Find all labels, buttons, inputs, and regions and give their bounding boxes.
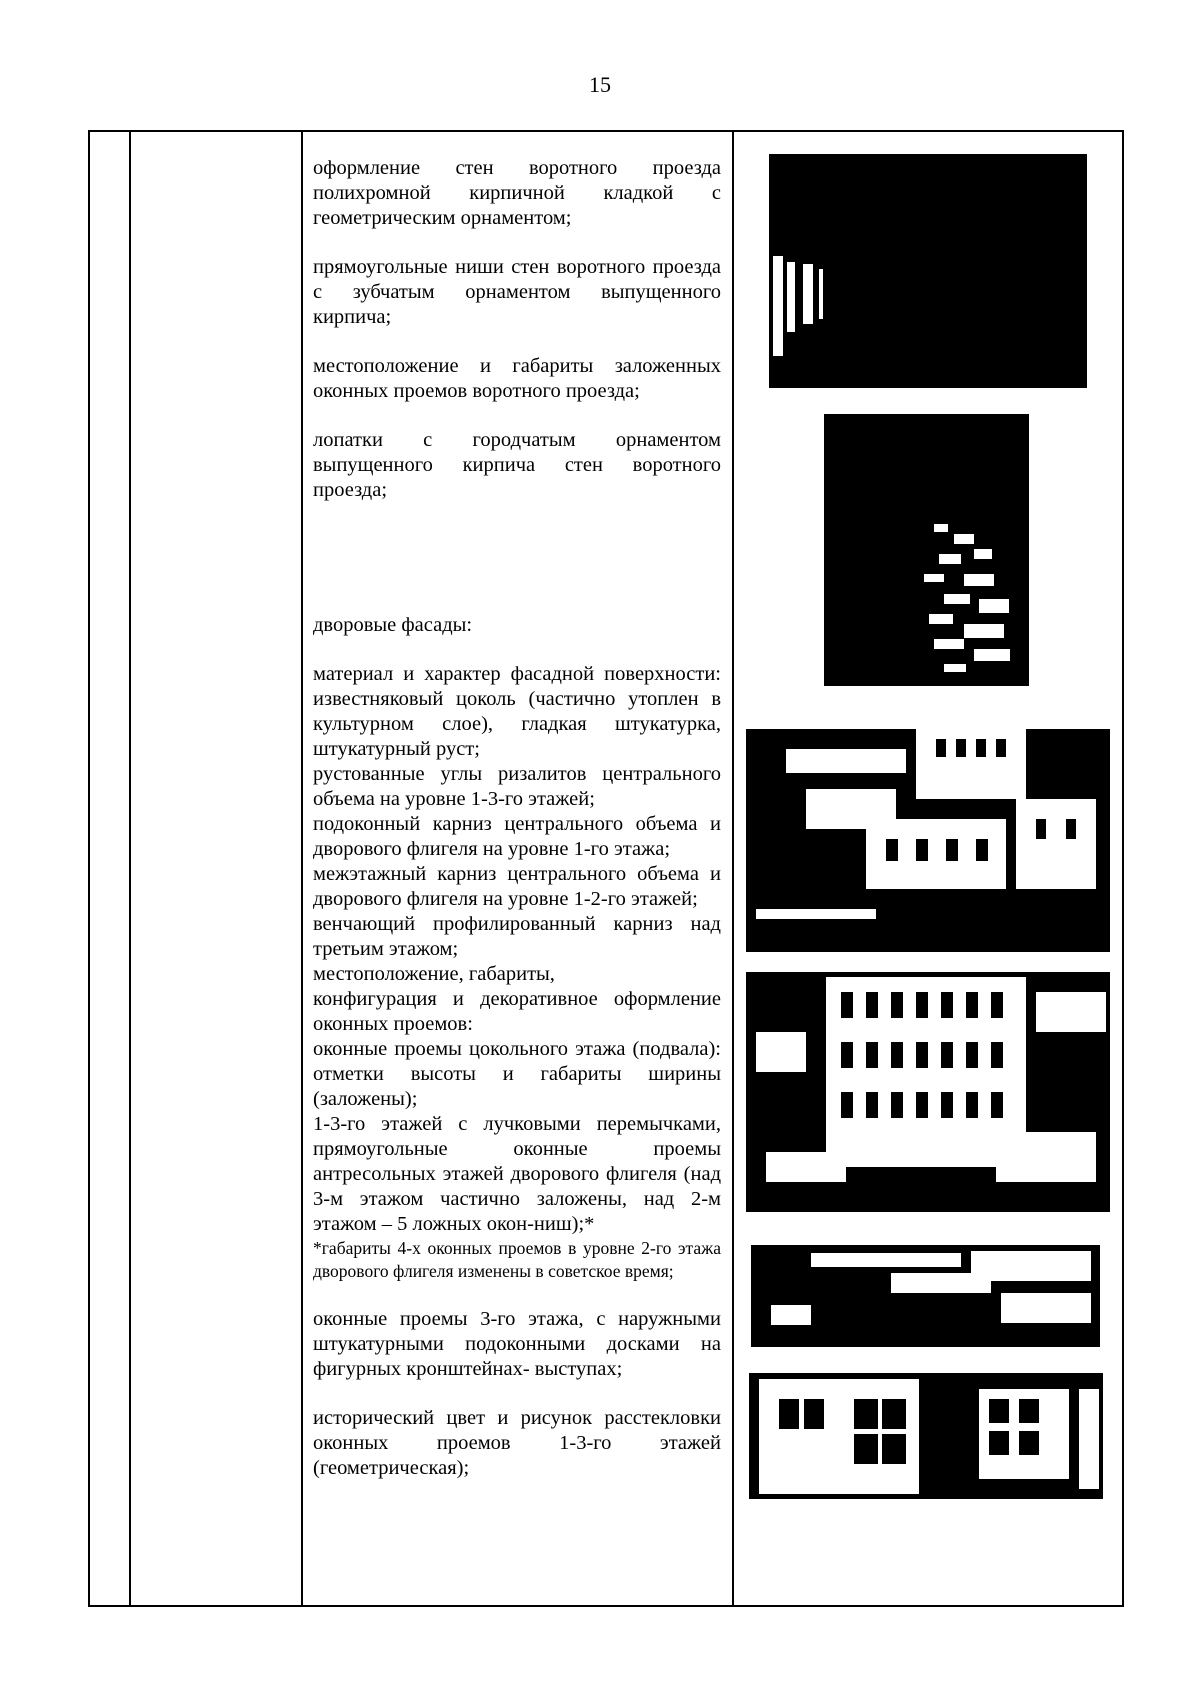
- photo-windows-detail: [749, 1369, 1103, 1499]
- photo-courtyard-facade: [746, 709, 1110, 952]
- photo-gate-passage-pilaster: [824, 414, 1029, 686]
- text-floor-windows: 1-3-го этажей с лучковыми перемычками, прямоугольные оконные проемы антресольных этажей дворового флигеля (над 3-м этажом частично заложены, над 2-м этажом – 5 ложных окон-ниш);*: [313, 1113, 721, 1235]
- text-interfloor-cornice: межэтажный карниз центрального объема и дворового флигеля на уровне 1-2-го этажей;: [313, 863, 721, 910]
- text-glazing-pattern: исторический цвет и рисунок расстекловки оконных проемов 1-3-го этажей (геометрическая);: [313, 1407, 721, 1479]
- text-facade-material: материал и характер фасадной поверхности: известняковый цоколь (частично утоплен в культурном слое), гладкая штукатурка, штукатурный руст;: [313, 663, 721, 760]
- table-col-border-1: [88, 130, 90, 1606]
- description-column: [313, 156, 721, 1481]
- text-third-floor-windows: оконные проемы 3-го этажа, с наружными штукатурными подоконными досками на фигурных кронштейнах- выступах;: [313, 1308, 721, 1380]
- table-top-border: [88, 130, 1124, 132]
- text-courtyard-facades: дворовые фасады:: [313, 614, 473, 636]
- photo-cornice-detail: [751, 1235, 1100, 1347]
- table-col-border-2: [129, 130, 131, 1606]
- text-rusticated-corners: рустованные углы ризалитов центрального объема на уровне 1-3-го этажей;: [313, 763, 721, 810]
- table-bottom-border: [88, 1605, 1124, 1607]
- table-col-border-3: [301, 130, 303, 1606]
- text-gate-windows: местоположение и габариты заложенных оконных проемов воротного проезда;: [313, 355, 721, 402]
- photo-courtyard-building: [746, 972, 1110, 1212]
- text-window-configuration: конфигурация и декоративное оформление оконных проемов:: [313, 988, 721, 1035]
- table-col-border-4: [732, 130, 734, 1606]
- photo-gate-passage-wall: [769, 154, 1087, 392]
- text-gate-walls: оформление стен воротного проезда полихромной кирпичной кладкой с геометрическим орнаментом;: [313, 157, 721, 229]
- text-location-dimensions: местоположение, габариты,: [313, 963, 555, 985]
- text-gate-pilasters: лопатки с городчатым орнаментом выпущенного кирпича стен воротного проезда;: [313, 429, 721, 501]
- text-footnote: *габариты 4-х оконных проемов в уровне 2-го этажа дворового флигеля изменены в советское время;: [313, 1238, 721, 1281]
- table-col-border-5: [1122, 130, 1124, 1606]
- text-sill-cornice: подоконный карниз центрального объема и дворового флигеля на уровне 1-го этажа;: [313, 813, 721, 860]
- text-gate-niches: прямоугольные ниши стен воротного проезда с зубчатым орнаментом выпущенного кирпича;: [313, 256, 721, 328]
- text-basement-windows: оконные проемы цокольного этажа (подвала): отметки высоты и габариты ширины (заложены);: [313, 1038, 721, 1110]
- page-number: 15: [589, 72, 611, 97]
- text-crowning-cornice: венчающий профилированный карниз над третьим этажом;: [313, 913, 721, 960]
